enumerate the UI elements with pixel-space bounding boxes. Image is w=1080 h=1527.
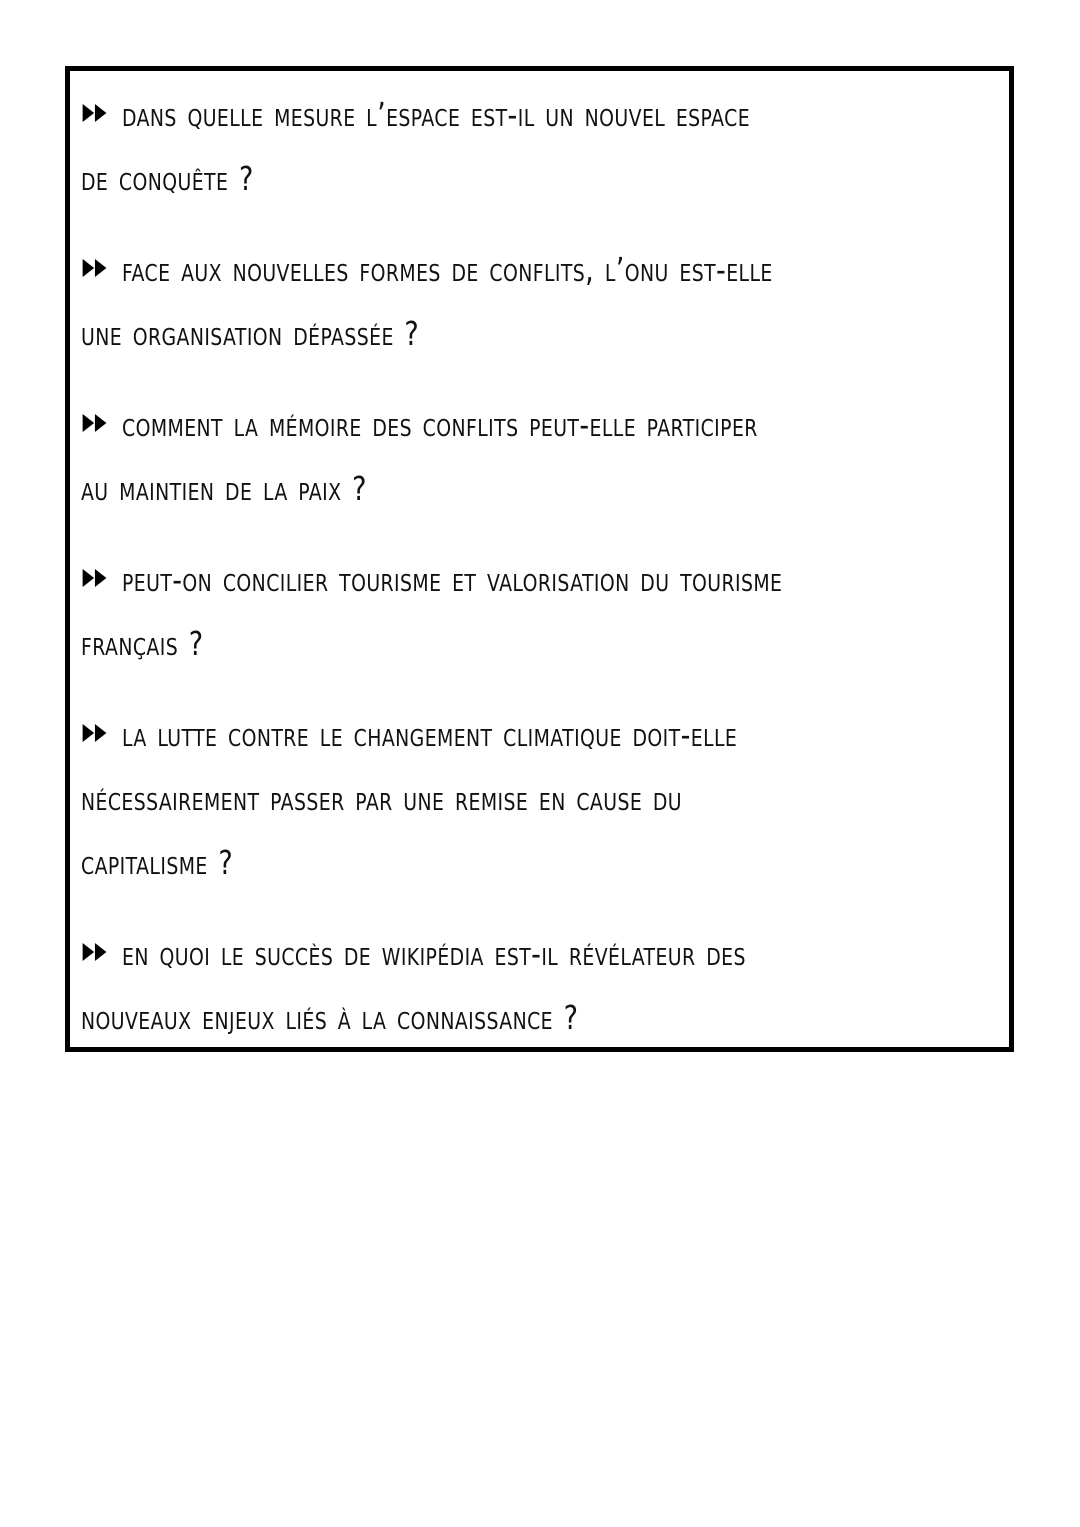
question-line: capitalisme ? [81,843,234,882]
question-line-text: en quoi le succès de wikipédia est-il révélateur des [122,934,746,973]
double-chevron-right-icon [81,567,114,589]
question-line: nécessairement passer par une remise en cause du [81,779,682,818]
question-line [81,703,1012,767]
question-line [81,238,1012,302]
question-line: une organisation dépassée ? [81,314,420,353]
question-line: au maintien de la paix ? [81,469,367,508]
double-chevron-right-icon [81,102,114,124]
question-line-text: comment la mémoire des conflits peut-elle participer [122,405,758,444]
question-item [81,703,1012,895]
question-line: de conquête ? [81,159,254,198]
question-line [81,922,1012,986]
questions-box [65,66,1014,1052]
question-line-text: face aux nouvelles formes de conflits, l’onu est-elle [122,250,773,289]
question-line: nouveaux enjeux liés à la connaissance ? [81,998,579,1037]
question-item [81,238,1012,366]
question-line-text: peut-on concilier tourisme et valorisation du tourisme [122,560,783,599]
question-line-text: la lutte contre le changement climatique doit-elle [122,715,738,754]
question-item [81,83,1012,211]
question-line [81,83,1012,147]
question-line-text: dans quelle mesure l’espace est-il un nouvel espace [122,95,751,134]
question-item [81,548,1012,676]
question-line: français ? [81,624,204,663]
double-chevron-right-icon [81,412,114,434]
double-chevron-right-icon [81,257,114,279]
double-chevron-right-icon [81,941,114,963]
question-line [81,548,1012,612]
question-item [81,393,1012,521]
question-line [81,393,1012,457]
question-item [81,922,1012,1050]
double-chevron-right-icon [81,722,114,744]
